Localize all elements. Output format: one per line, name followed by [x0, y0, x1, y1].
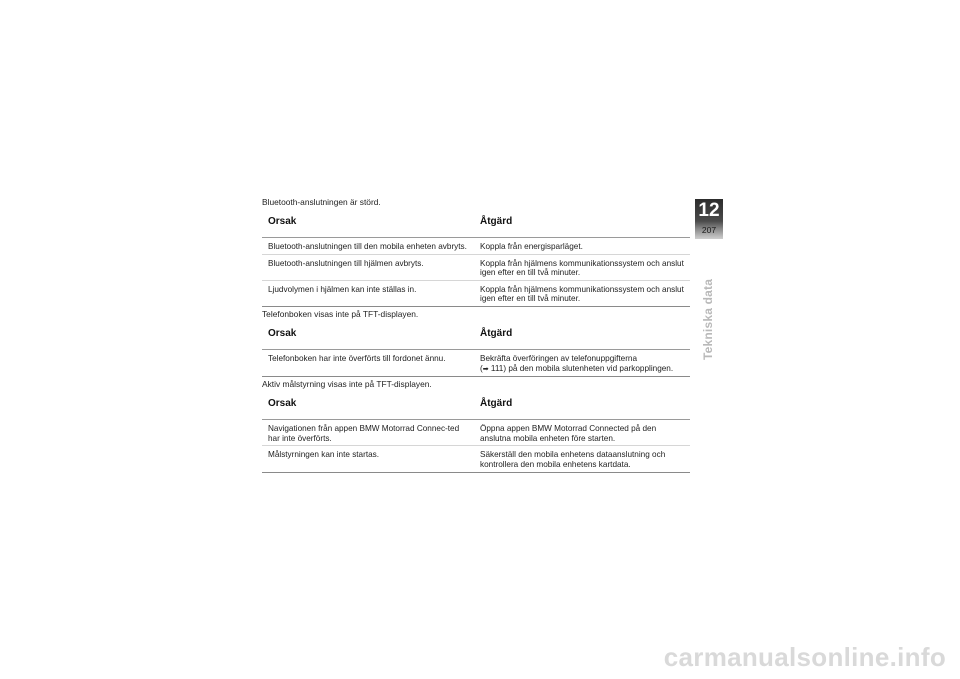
column-header-cause: Orsak [262, 320, 474, 350]
action-cell: Koppla från hjälmens kommunikationssystem och anslut igen efter en till två minuter. [474, 254, 690, 280]
section-title-phonebook: Telefonboken visas inte på TFT-displayen. [262, 308, 419, 319]
watermark: carmanualsonline.info [663, 642, 946, 672]
column-header-action: Åtgärd [474, 390, 690, 420]
table-row [262, 254, 690, 280]
table-row [262, 280, 690, 306]
phonebook-table [262, 320, 690, 377]
action-cell: Koppla från hjälmens kommunikationssystem och anslut igen efter en till två minuter. [474, 280, 690, 306]
action-cell: Öppna appen BMW Motorrad Connected på den anslutna mobila enheten före starten. [474, 420, 690, 446]
action-text: Bekräfta överföringen av telefonuppgifterna [480, 353, 638, 363]
column-header-cause: Orsak [262, 208, 474, 238]
table-header-row [262, 390, 690, 420]
cause-cell: Ljudvolymen i hjälmen kan inte ställas in. [262, 280, 474, 306]
action-cell: Koppla från energisparläget. [474, 238, 690, 255]
cause-cell: Målstyrningen kan inte startas. [262, 446, 474, 472]
table-header-row [262, 208, 690, 238]
chapter-tab [695, 199, 723, 239]
bluetooth-table [262, 208, 690, 307]
table-row [262, 446, 690, 472]
section-title-navigation: Aktiv målstyrning visas inte på TFT-displayen. [262, 379, 432, 390]
action-cell: Säkerställ den mobila enhetens dataanslutning och kontrollera den mobila enhetens kartdata. [474, 446, 690, 472]
cause-cell: Telefonboken har inte överförts till fordonet ännu. [262, 349, 474, 376]
page-number: 207 [701, 225, 717, 235]
action-cell: Bekräfta överföringen av telefonuppgifterna (➡ 111) på den mobila slutenheten vid parkopplingen. [474, 349, 690, 376]
cause-cell: Navigationen från appen BMW Motorrad Connec-ted har inte överförts. [262, 420, 474, 446]
column-header-action: Åtgärd [474, 320, 690, 350]
section-title-bluetooth: Bluetooth-anslutningen är störd. [262, 197, 381, 207]
table-row [262, 420, 690, 446]
chapter-number: 12 [698, 200, 720, 221]
table-row [262, 349, 690, 376]
table-header-row [262, 320, 690, 350]
table-row [262, 238, 690, 255]
troubleshooting-content [262, 197, 690, 475]
column-header-cause: Orsak [262, 390, 474, 420]
page-reference-arrow-icon: ➡ [482, 365, 489, 373]
column-header-action: Åtgärd [474, 208, 690, 238]
page-reference-link[interactable]: 111 [490, 363, 504, 373]
chapter-title-vertical: Tekniska data [701, 278, 715, 360]
navigation-table [262, 390, 690, 472]
cause-cell: Bluetooth-anslutningen till den mobila enheten avbryts. [262, 238, 474, 255]
cause-cell: Bluetooth-anslutningen till hjälmen avbryts. [262, 254, 474, 280]
action-text: på den mobila slutenheten vid parkopplingen. [508, 363, 674, 373]
